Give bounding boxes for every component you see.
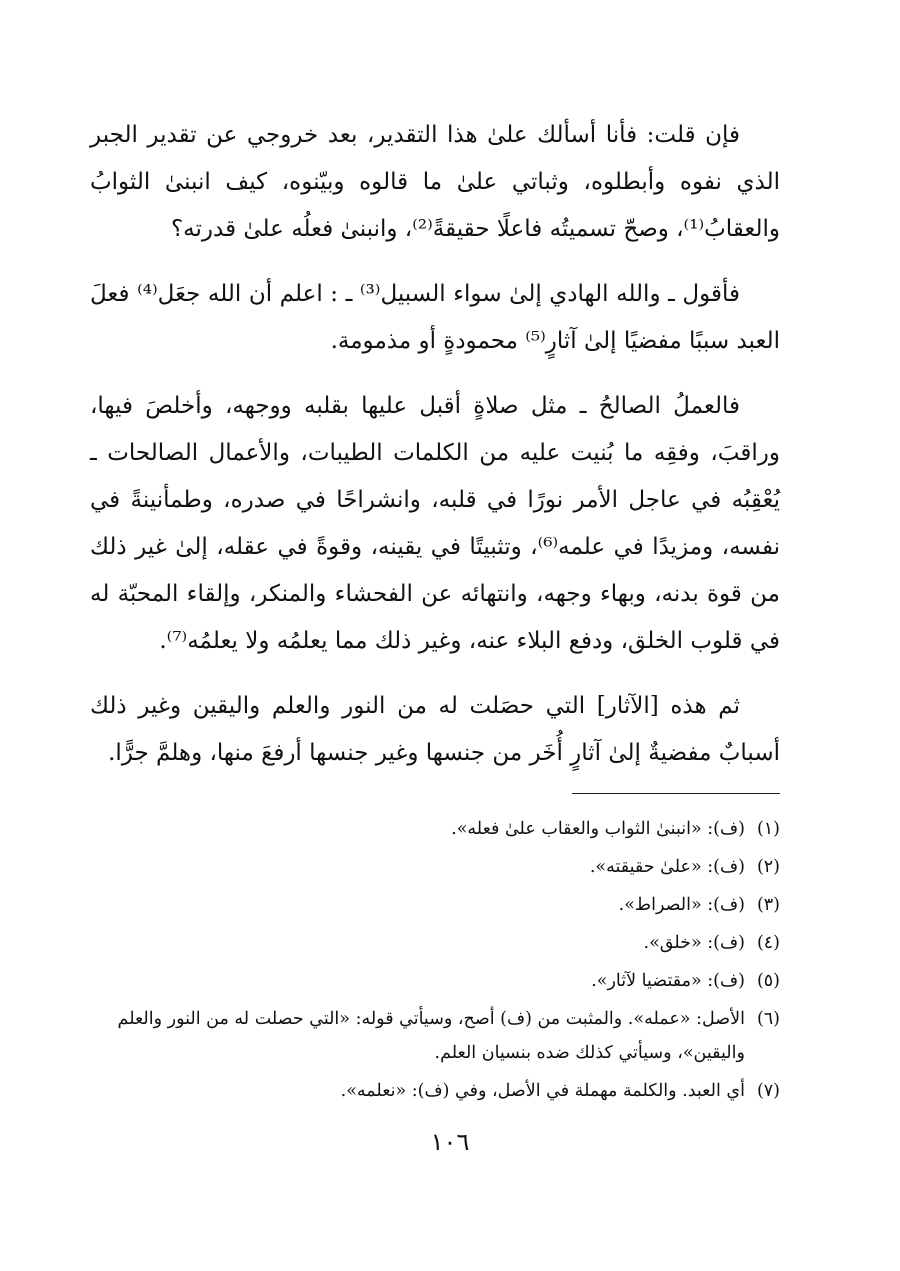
footnote-text: أي العبد. والكلمة مهملة في الأصل، وفي (ف): «نعلمه».	[340, 1081, 745, 1101]
footnote-number: (٣)	[756, 895, 780, 915]
footnote-1	[90, 812, 780, 846]
footnote-4	[90, 926, 780, 960]
paragraph-3: فالعملُ الصالحُ ـ مثل صلاةٍ أقبل عليها بقلبه ووجهه، وأخلصَ فيها، وراقبَ، وفقِه ما بُنيت عليه من الكلمات الطيبات، والأعمال الصالحات ـ يُعْقِبُه في عاجل الأمر نورًا في قلبه، وانشراحًا في صدره، وطمأنينةً في نفسه، ومزيدًا في علمه⁽⁶⁾، وتثبيتًا في يقينه، وقوةً في عقله، إلىٰ غير ذلك من قوة بدنه، وبهاء وجهه، وانتهائه عن الفحشاء والمنكر، وإلقاء المحبّة له في قلوب الخلق، ودفع البلاء عنه، وغير ذلك مما يعلمُه ولا يعلمُه⁽⁷⁾.	[90, 393, 780, 654]
footnotes	[90, 812, 780, 1112]
footnote-text: الأصل: «عمله». والمثبت من (ف) أصح، وسيأتي قوله: «التي حصلت له من النور والعلم واليقين»، وسيأتي كذلك ضده بنسيان العلم.	[117, 1009, 745, 1063]
footnote-text: (ف): «الصراط».	[618, 895, 745, 915]
footnote-3	[90, 888, 780, 922]
footnote-6	[90, 1002, 780, 1070]
footnote-2	[90, 850, 780, 884]
footnote-number: (٧)	[756, 1081, 780, 1101]
footnote-number: (١)	[756, 819, 780, 839]
paragraph-2: فأقول ـ والله الهادي إلىٰ سواء السبيل⁽³⁾ ـ : اعلم أن الله جعَل⁽⁴⁾ فعلَ العبد سببًا مفضيًا إلىٰ آثارٍ⁽⁵⁾ محمودةٍ أو مذمومة.	[90, 281, 780, 354]
paragraph-4: ثم هذه [الآثار] التي حصَلت له من النور والعلم واليقين وغير ذلك أسبابٌ مفضيةٌ إلىٰ آثارٍ أُخَر من جنسها وغير جنسها أرفعَ منها، وهلمَّ جرًّا.	[90, 693, 780, 766]
footnote-text: (ف): «خلق».	[643, 933, 745, 953]
footnote-number: (٦)	[756, 1009, 780, 1029]
footnote-text: (ف): «انبنىٰ الثواب والعقاب علىٰ فعله».	[451, 819, 745, 839]
footnote-separator	[572, 793, 780, 794]
paragraph-1: فإن قلت: فأنا أسألك علىٰ هذا التقدير، بعد خروجي عن تقدير الجبر الذي نفوه وأبطلوه، وثباتي علىٰ ما قالوه وبيّنوه، كيف انبنىٰ الثوابُ والعقابُ⁽¹⁾، وصحّ تسميتُه فاعلًا حقيقةً⁽²⁾، وانبنىٰ فعلُه علىٰ قدرته؟	[90, 122, 780, 242]
footnote-text: (ف): «مقتضيا لآثار».	[591, 971, 745, 991]
footnote-number: (٤)	[756, 933, 780, 953]
main-text	[90, 112, 780, 795]
page-number: ١٠٦	[430, 1128, 470, 1156]
footnote-7	[90, 1074, 780, 1108]
footnote-number: (٥)	[756, 971, 780, 991]
footnote-number: (٢)	[756, 857, 780, 877]
footnote-text: (ف): «علىٰ حقيقته».	[589, 857, 745, 877]
footnote-5	[90, 964, 780, 998]
